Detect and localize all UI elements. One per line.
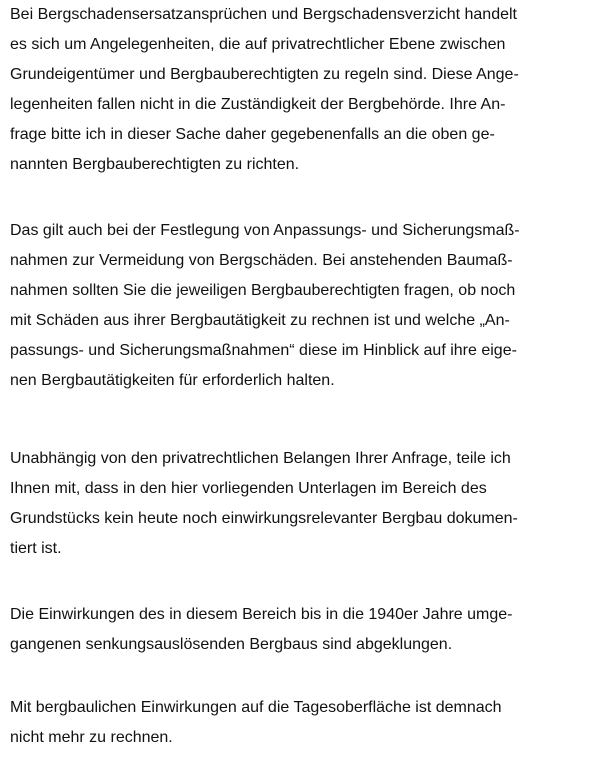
text-line: nen Bergbautätigkeiten für erforderlich halten. [10,372,335,389]
text-line: nicht mehr zu rechnen. [10,729,173,746]
text-line: legenheiten fallen nicht in die Zuständigkeit der Bergbehörde. Ihre An- [10,96,506,113]
paragraph-effects [10,600,610,660]
text-line: nahmen zur Vermeidung von Bergschäden. Bei anstehenden Baumaß- [10,252,513,269]
paragraph-measures [10,216,610,396]
text-line: nannten Bergbauberechtigten zu richten. [10,156,300,173]
text-line: gangenen senkungsauslösenden Bergbaus sind abgeklungen. [10,636,453,653]
text-line: Mit bergbaulichen Einwirkungen auf die Tagesoberfläche ist demnach [10,699,502,716]
text-line: passungs- und Sicherungsmaßnahmen“ diese im Hinblick auf ihre eige- [10,342,517,359]
text-line: Grundstücks kein heute noch einwirkungsrelevanter Bergbau dokumen- [10,510,518,527]
paragraph-claims [10,0,610,180]
text-line: Das gilt auch bei der Festlegung von Anpassungs- und Sicherungsmaß- [10,222,520,239]
text-line: Unabhängig von den privatrechtlichen Belangen Ihrer Anfrage, teile ich [10,450,511,467]
paragraph-records [10,444,610,564]
text-line: Ihnen mit, dass in den hier vorliegenden Unterlagen im Bereich des [10,480,487,497]
text-line: nahmen sollten Sie die jeweiligen Bergbauberechtigten fragen, ob noch [10,282,516,299]
text-line: Grundeigentümer und Bergbauberechtigten zu regeln sind. Diese Ange- [10,66,519,83]
text-line: mit Schäden aus ihrer Bergbautätigkeit zu rechnen ist und welche „An- [10,312,510,329]
text-line: tiert ist. [10,540,62,557]
text-line: es sich um Angelegenheiten, die auf privatrechtlicher Ebene zwischen [10,36,506,53]
text-line: Die Einwirkungen des in diesem Bereich bis in die 1940er Jahre umge- [10,606,513,623]
paragraph-conclusion [10,693,610,753]
text-line: Bei Bergschadensersatzansprüchen und Bergschadensverzicht handelt [10,6,517,23]
text-line: frage bitte ich in dieser Sache daher gegebenenfalls an die oben ge- [10,126,495,143]
